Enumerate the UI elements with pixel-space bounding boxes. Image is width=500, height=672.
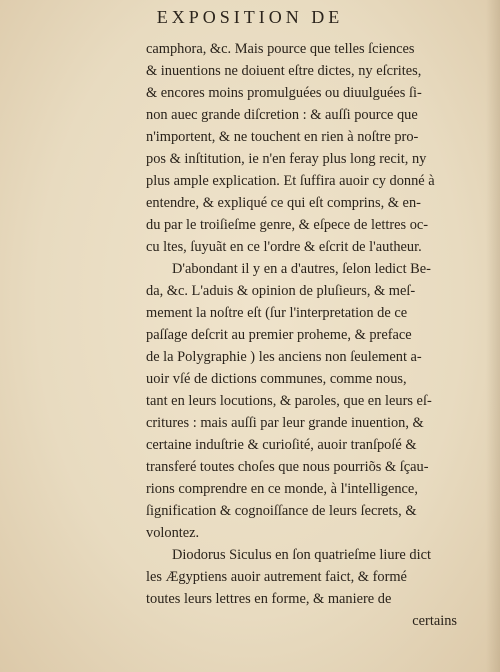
text-line: da, &c. L'aduis & opinion de pluſieurs, & meſ- — [146, 283, 416, 299]
text-line: ſignification & cognoiſſance de leurs ſecrets, & — [146, 503, 417, 519]
text-line: tant en leurs locutions, & paroles, que en leurs eſ- — [146, 393, 432, 409]
text-line: uoir vſé de dictions communes, comme nous, — [146, 371, 407, 387]
text-line: & inuentions ne doiuent eſtre dictes, ny eſcrites, — [146, 63, 422, 79]
text-line: camphora, &c. Mais pource que telles ſciences — [146, 41, 415, 57]
text-line: n'importent, & ne touchent en rien à noſtre pro- — [146, 129, 419, 145]
text-line: rions comprendre en ce monde, à l'intelligence, — [146, 481, 418, 497]
text-line: & encores moins promulguées ou diuulguées ſi- — [146, 85, 422, 101]
text-line: plus ample explication. Et ſuffira auoir cy donné à — [146, 173, 435, 189]
text-line: mement la noſtre eſt (ſur l'interpretation de ce — [146, 305, 408, 321]
text-line: du par le troiſieſme genre, & eſpece de lettres oc- — [146, 217, 429, 233]
paragraph-start-line: Diodorus Siculus en ſon quatrieſme liure dict — [172, 547, 431, 563]
text-line: cu ltes, ſuyuãt en ce l'ordre & eſcrit de l'autheur. — [146, 239, 422, 255]
text-line: les Ægyptiens auoir autrement faict, & formé — [146, 569, 407, 585]
text-line: critures : mais auſſi par leur grande inuention, & — [146, 415, 424, 431]
running-header: EXPOSITION DE — [156, 7, 344, 27]
text-line: volontez. — [146, 525, 200, 541]
text-line: de la Polygraphie ) les anciens non ſeulement a- — [146, 349, 422, 365]
catchword: certains — [412, 613, 457, 629]
page-edge-shadow — [486, 0, 500, 672]
text-line: transferé toutes choſes que nous pourriõs & ſçau- — [146, 459, 429, 475]
text-line: entendre, & expliqué ce qui eſt comprins, & en- — [146, 195, 421, 211]
text-line: toutes leurs lettres en forme, & maniere de — [146, 591, 392, 607]
text-line: non auec grande diſcretion : & auſſi pource que — [146, 107, 418, 123]
text-line: paſſage deſcrit au premier proheme, & preface — [146, 327, 412, 343]
paragraph-start-line: D'abondant il y en a d'autres, ſelon ledict Be- — [172, 261, 431, 277]
body-text — [146, 38, 457, 632]
text-line: certaine induſtrie & curioſité, auoir tranſpoſé & — [146, 437, 417, 453]
text-line: pos & inſtitution, ie n'en feray plus long recit, ny — [146, 151, 427, 167]
